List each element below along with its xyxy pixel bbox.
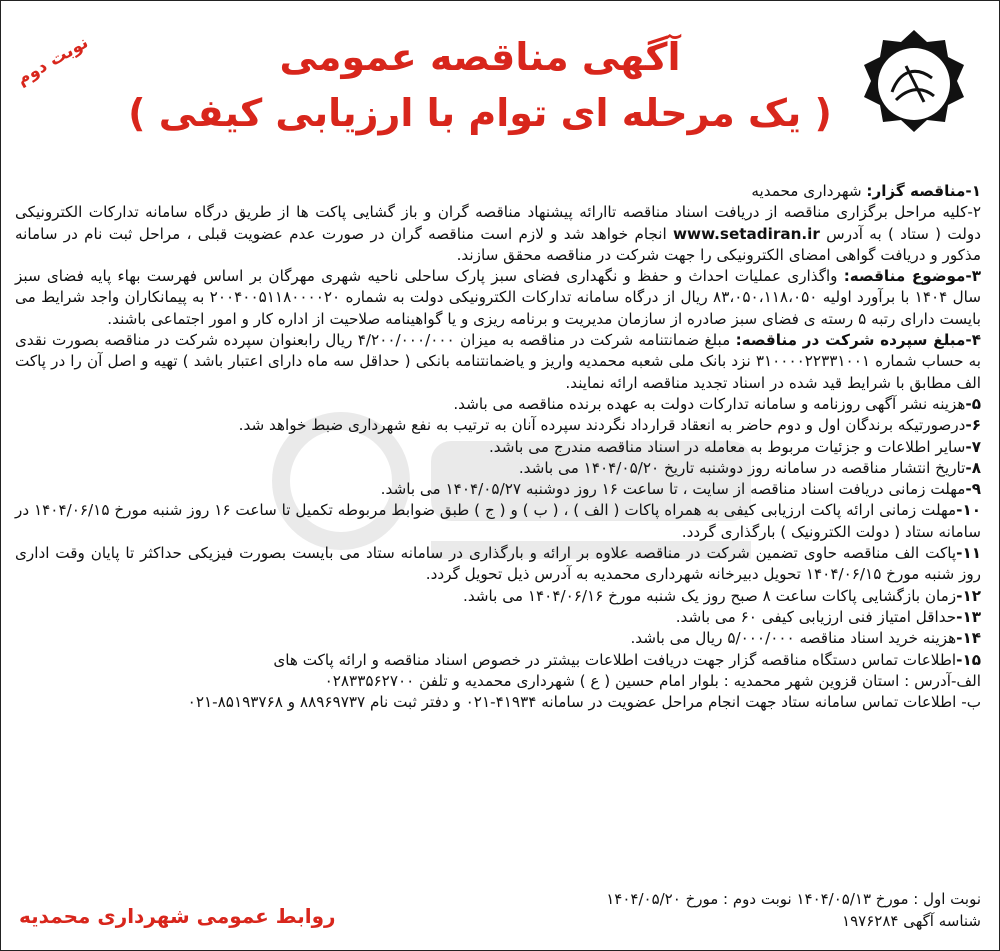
paragraph-8: ۸-تاریخ انتشار مناقصه در سامانه روز دوشنبه تاریخ ۱۴۰۴/۰۵/۲۰ می باشد. (518, 458, 981, 477)
paragraph-1: ۱-مناقصه گزار: شهرداری محمدیه (751, 182, 981, 200)
paragraph-address: الف-آدرس : استان قزوین شهر محمدیه : بلوار امام حسین ( ع ) شهرداری محمدیه و تلفن ۰۲۸۳۳۵۶۲۷۰۰ (324, 671, 981, 690)
paragraph-6: ۶-درصورتیکه برندگان اول و دوم حاضر به انعقاد قرارداد نگردند سپرده آنان به ترتیب به نفع شهرداری ضبط خواهد شد. (238, 416, 981, 435)
paragraph-12: ۱۲-زمان بازگشایی پاکات ساعت ۸ صبح روز یک شنبه مورخ ۱۴۰۴/۰۶/۱۶ می باشد. (463, 586, 981, 605)
setad-link[interactable]: www.setadiran.ir (673, 224, 820, 243)
publication-dates: نوبت اول : مورخ ۱۴۰۴/۰۵/۱۳ نوبت دوم : مورخ ۱۴۰۴/۰۵/۲۰ (606, 890, 981, 908)
paragraph-4: ۴-مبلغ سپرده شرکت در مناقصه: مبلغ ضمانتنامه شرکت در مناقصه به میزان ۴/۲۰۰/۰۰۰/۰۰۰ ریال رابعنوان سپرده شرکت در مناقصه بصورت نقدی به حساب شماره ۳۱۰۰۰۰۲۲۳۳۱۰۰۱ نزد بانک ملی شعبه محمدیه واریز و یاضمانتنامه بانکی ( حداقل سه ماه دارای اعتبار باشد ) تهیه و اصل آن را در پاکت الف مطابق با شرایط قید شده در اسناد تجدید مناقصه ارائه نمایند. (15, 331, 981, 392)
paragraph-3: ۳-موضوع مناقصه: واگذاری عملیات احداث و حفظ و نگهداری فضای سبز پارک ساحلی ناحیه شهری مهرگان بر اساس فهرست بهاء پایه فضای سبز سال ۱۴۰۴ با برآورد اولیه ۸۳،۰۵۰،۱۱۸،۰۵۰ ریال از درگاه سامانه تدارکات الکترونیکی دولت به شماره ۲۰۰۴۰۰۵۱۱۸۰۰۰۰۲۰ به پیمانکاران واجد شرایط می بایست دارای رتبه ۵ رسته ی فضای سبز صادره از سازمان مدیریت و برنامه ریزی و یا گواهینامه صلاحیت از اداره کار و امور اجتماعی باشند. (15, 267, 981, 328)
publication-info (606, 888, 981, 932)
signature: روابط عمومی شهرداری محمدیه (19, 904, 336, 928)
paragraph-10: ۱۰-مهلت زمانی ارائه پاکت ارزیابی کیفی به همراه پاکات ( الف ) ، ( ب ) و ( ج ) طبق ضوابط مربوطه تکمیل تا ساعت ۱۶ روز شنبه مورخ ۱۴۰۴/۰۶/۱۵ در سامانه ستاد ( دولت الکترونیک ) بارگذاری گردد. (15, 501, 981, 541)
paragraph-11: ۱۱-پاکت الف مناقصه حاوی تضمین شرکت در مناقصه علاوه بر ارائه و بارگذاری در سامانه ستاد می بایست بصورت فیزیکی حداکثر تا پایان وقت اداری روز شنبه مورخ ۱۴۰۴/۰۶/۱۵ تحویل دبیرخانه شهرداری محمدیه به آدرس ذیل تحویل گردد. (15, 544, 981, 584)
turn-badge: نوبت دوم (13, 32, 92, 90)
paragraph-14: ۱۴-هزینه خرید اسناد مناقصه ۵/۰۰۰/۰۰۰ ریال می باشد. (630, 629, 981, 648)
seal-icon (859, 29, 969, 139)
notice-title: آگهی مناقصه عمومی (279, 35, 681, 79)
paragraph-5: ۵-هزینه نشر آگهی روزنامه و سامانه تدارکات دولت به عهده برنده مناقصه می باشد. (453, 394, 981, 413)
paragraph-2: ۲-کلیه مراحل برگزاری مناقصه از دریافت اسناد مناقصه تاارائه پیشنهاد مناقصه گران و باز گشایی پاکت ها از طریق درگاه سامانه تدارکات الکترونیکی دولت ( ستاد ) به آدرس www.setadiran.ir انجام خواهد شد و لازم است مناقصه گران در صورت عدم عضویت قبلی ، مراحل ثبت نام در سامانه مذکور و دریافت گواهی امضای الکترونیکی را جهت شرکت در مناقصه محقق سازند. (15, 203, 981, 264)
paragraph-contact: ب- اطلاعات تماس سامانه ستاد جهت انجام مراحل عضویت در سامانه ۴۱۹۳۴-۰۲۱ و دفتر ثبت نام ۸۸۹۶۹۷۳۷ و ۸۵۱۹۳۷۶۸-۰۲۱ (187, 693, 981, 712)
notice-body (15, 181, 981, 713)
paragraph-15: ۱۵-اطلاعات تماس دستگاه مناقصه گزار جهت دریافت اطلاعات بیشتر در خصوص اسناد مناقصه و ارائه پاکت های (273, 650, 981, 669)
notice-header (1, 1, 999, 171)
municipality-logo (859, 29, 969, 139)
notice-subtitle: ( یک مرحله ای توام با ارزیابی کیفی ) (128, 91, 832, 135)
paragraph-9: ۹-مهلت زمانی دریافت اسناد مناقصه از سایت ، تا ساعت ۱۶ روز دوشنبه ۱۴۰۴/۰۵/۲۷ می باشد. (380, 480, 981, 499)
paragraph-7: ۷-سایر اطلاعات و جزئیات مربوط به معامله در اسناد مناقصه مندرج می باشد. (488, 437, 981, 456)
paragraph-13: ۱۳-حداقل امتیاز فنی ارزیابی کیفی ۶۰ می باشد. (675, 607, 981, 626)
ad-id: شناسه آگهی ۱۹۷۶۲۸۴ (842, 912, 981, 930)
